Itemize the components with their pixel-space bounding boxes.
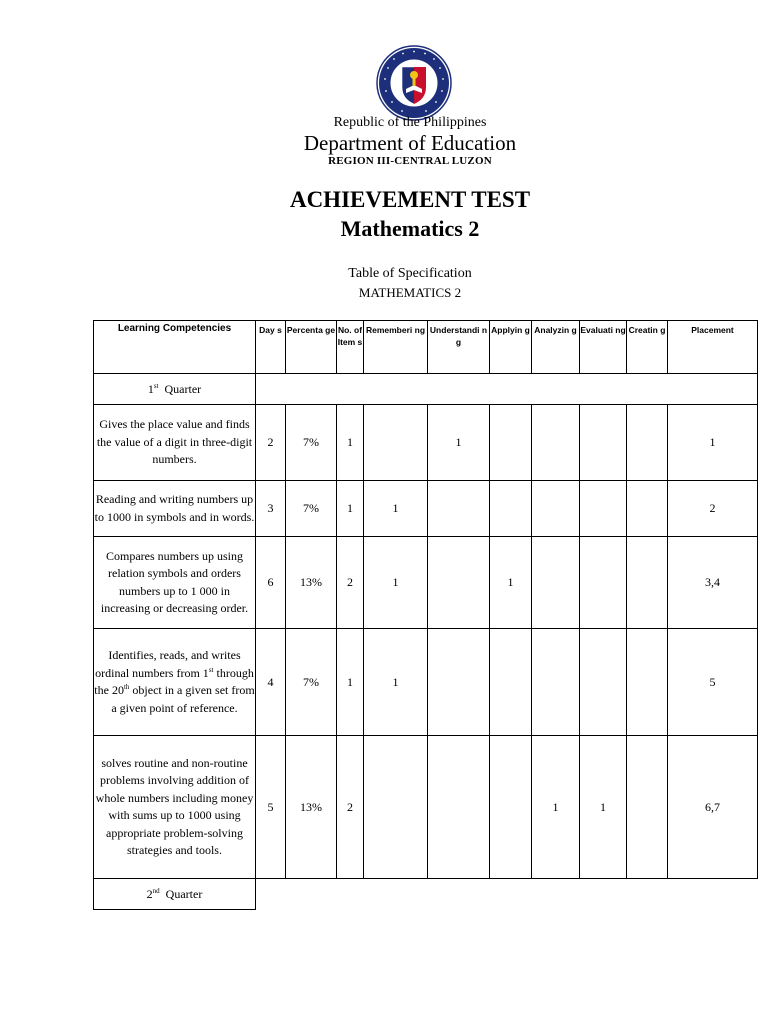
col-placement: Placement (668, 321, 758, 374)
analyzing-cell: 1 (532, 736, 580, 879)
evaluating-cell (580, 537, 627, 629)
placement-cell: 5 (668, 629, 758, 736)
competency-cell: Compares numbers up using relation symbols and orders numbers up to 1 000 in increasing or decreasing order. (94, 537, 256, 629)
evaluating-cell: 1 (580, 736, 627, 879)
percentage-cell: 7% (286, 481, 337, 537)
col-days: Day s (256, 321, 286, 374)
subject-title: Mathematics 2 (340, 216, 480, 241)
percentage-cell: 7% (286, 629, 337, 736)
quarter-1-label: 1st Quarter (94, 374, 256, 405)
applying-cell (490, 405, 532, 481)
header-row (94, 321, 758, 374)
applying-cell (490, 629, 532, 736)
evaluating-cell (580, 629, 627, 736)
items-cell: 2 (337, 537, 364, 629)
quarter-2-span (256, 879, 758, 910)
applying-cell (490, 736, 532, 879)
days-cell: 5 (256, 736, 286, 879)
percentage-cell: 13% (286, 736, 337, 879)
table-row (94, 481, 758, 537)
competency-cell: Gives the place value and finds the value of a digit in three-digit numbers. (94, 405, 256, 481)
percentage-cell: 13% (286, 537, 337, 629)
items-cell: 1 (337, 405, 364, 481)
remembering-cell (364, 405, 428, 481)
competency-cell: solves routine and non-routine problems involving addition of whole numbers including money with sums up to 1000 using appropriate problem-solving strategies and tools. (94, 736, 256, 879)
col-creating: Creatin g (627, 321, 668, 374)
table-subtitle: MATHEMATICS 2 (358, 285, 462, 300)
percentage-cell: 7% (286, 405, 337, 481)
understanding-cell: 1 (428, 405, 490, 481)
evaluating-cell (580, 481, 627, 537)
understanding-cell (428, 629, 490, 736)
competency-cell: Identifies, reads, and writes ordinal numbers from 1st through the 20th object in a given set from a given point of reference. (94, 629, 256, 736)
placement-cell: 1 (668, 405, 758, 481)
understanding-cell (428, 481, 490, 537)
remembering-cell: 1 (364, 481, 428, 537)
department-heading: Department of Education (303, 131, 517, 155)
quarter-1-span (256, 374, 758, 405)
creating-cell (627, 736, 668, 879)
competency-cell: Reading and writing numbers up to 1000 in symbols and in words. (94, 481, 256, 537)
applying-cell: 1 (490, 537, 532, 629)
items-cell: 1 (337, 629, 364, 736)
deped-seal (376, 45, 452, 121)
col-no-of-items: No. of Item s (337, 321, 364, 374)
placement-cell: 6,7 (668, 736, 758, 879)
republic-heading: Republic of the Philippines (333, 115, 487, 130)
col-applying: Applyin g (490, 321, 532, 374)
placement-cell: 3,4 (668, 537, 758, 629)
days-cell: 6 (256, 537, 286, 629)
remembering-cell: 1 (364, 537, 428, 629)
test-title: ACHIEVEMENT TEST (289, 187, 531, 212)
col-analyzing: Analyzin g (532, 321, 580, 374)
quarter-row-1 (94, 374, 758, 405)
table-row (94, 537, 758, 629)
creating-cell (627, 405, 668, 481)
items-cell: 2 (337, 736, 364, 879)
analyzing-cell (532, 405, 580, 481)
understanding-cell (428, 537, 490, 629)
evaluating-cell (580, 405, 627, 481)
days-cell: 4 (256, 629, 286, 736)
creating-cell (627, 537, 668, 629)
analyzing-cell (532, 629, 580, 736)
table-row (94, 405, 758, 481)
creating-cell (627, 629, 668, 736)
applying-cell (490, 481, 532, 537)
table-of-specification (93, 320, 758, 910)
days-cell: 3 (256, 481, 286, 537)
remembering-cell (364, 736, 428, 879)
analyzing-cell (532, 537, 580, 629)
remembering-cell: 1 (364, 629, 428, 736)
col-learning-competencies: Learning Competencies (94, 321, 256, 374)
table-row (94, 736, 758, 879)
days-cell: 2 (256, 405, 286, 481)
analyzing-cell (532, 481, 580, 537)
region-heading: REGION III-CENTRAL LUZON (328, 155, 492, 167)
quarter-row-2 (94, 879, 758, 910)
col-evaluating: Evaluati ng (580, 321, 627, 374)
placement-cell: 2 (668, 481, 758, 537)
quarter-2-label: 2nd Quarter (94, 879, 256, 910)
deped-seal-icon (376, 45, 452, 121)
understanding-cell (428, 736, 490, 879)
col-remembering: Rememberi ng (364, 321, 428, 374)
col-understanding: Understandi ng (428, 321, 490, 374)
table-title: Table of Specification (348, 266, 472, 281)
col-percentage: Percenta ge (286, 321, 337, 374)
table-row (94, 629, 758, 736)
items-cell: 1 (337, 481, 364, 537)
creating-cell (627, 481, 668, 537)
